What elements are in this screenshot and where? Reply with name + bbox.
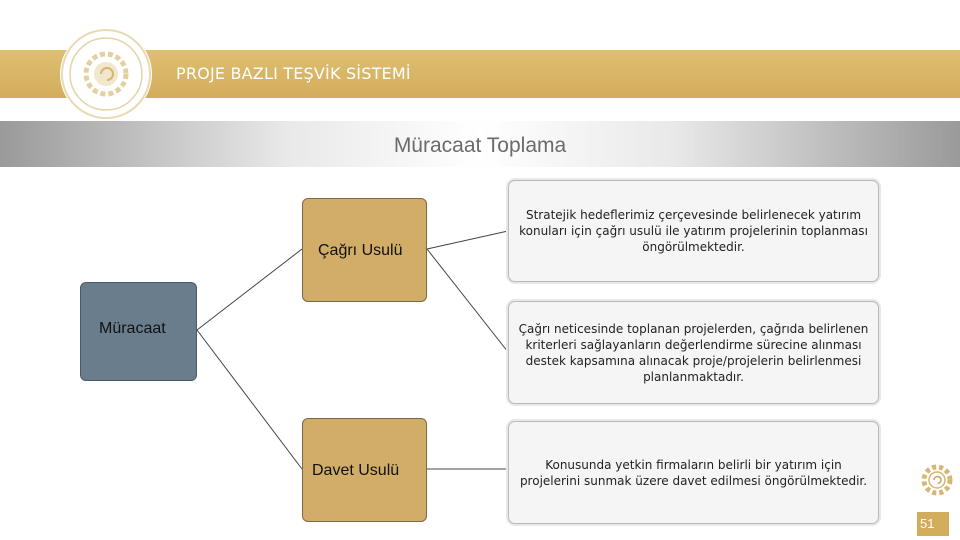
root-node-label: Müracaat [99,320,166,337]
gear-logo-icon [920,463,954,497]
note-card-2: Çağrı neticesinde toplanan projelerden, çağrıda belirlenen kriterleri sağlayanların değerlendirme sürecine alınması destek kapsamına alınacak proje/projelerin belirlenmesi planlanmaktadır. [508,301,879,404]
header-title: PROJE BAZLI TEŞVİK SİSTEMİ [176,64,411,83]
note-card-1: Stratejik hedeflerimiz çerçevesinde belirlenecek yatırım konuları için çağrı usulü ile yatırım projelerinin toplanması öngörülmektedir. [508,180,879,282]
connector-root-to-davet [197,330,302,469]
branch-label-cagri: Çağrı Usulü [318,242,403,259]
note-card-3: Konusunda yetkin firmaların belirli bir yatırım için projelerini sunmak üzere davet edilmesi öngörülmektedir. [508,421,879,524]
branch-label-davet: Davet Usulü [312,462,400,479]
page-number: 51 [920,516,935,531]
connector-cagri-to-note1 [427,231,508,249]
connector-cagri-to-note2 [427,249,508,352]
connector-root-to-cagri [197,249,302,330]
section-title: Müracaat Toplama [393,134,567,157]
